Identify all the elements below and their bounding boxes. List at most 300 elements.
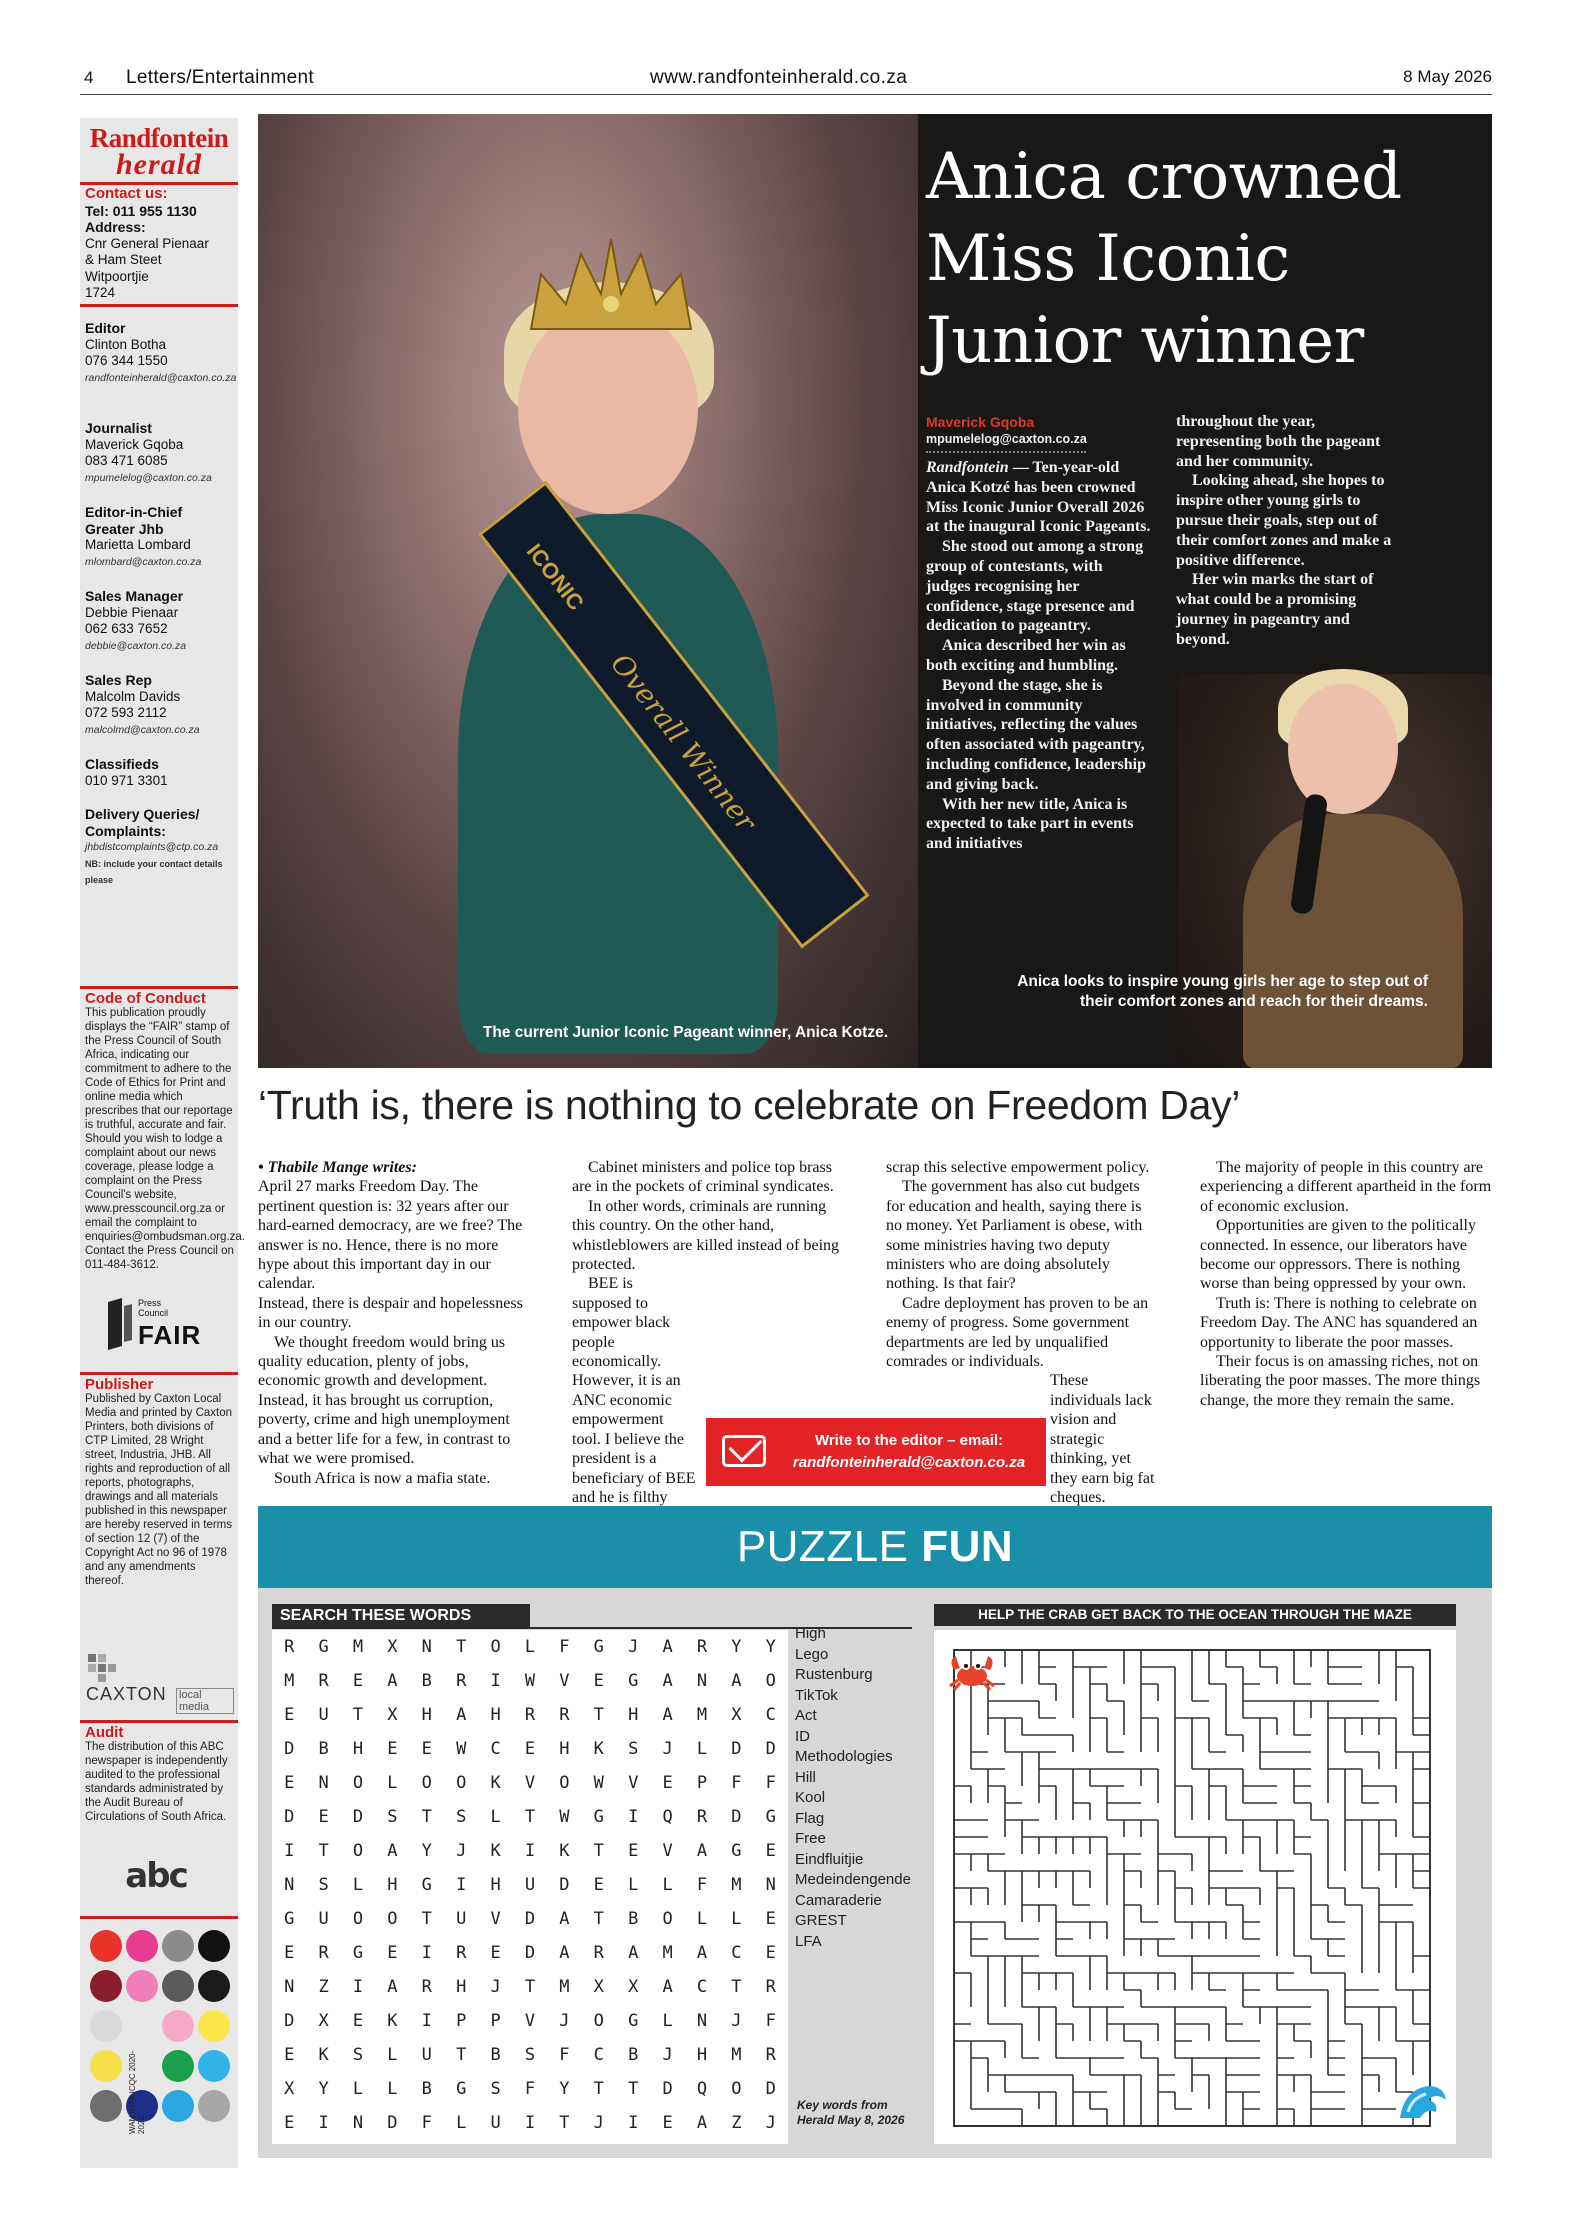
wordsearch-letter[interactable]: I <box>524 1841 536 1861</box>
wordsearch-letter[interactable]: M <box>352 1637 364 1657</box>
wordsearch-letter[interactable]: L <box>731 1909 742 1929</box>
wordsearch-letter[interactable]: H <box>559 1739 570 1759</box>
hero-paragraph: throughout the year, representing both the pageant and her community. <box>1176 413 1381 470</box>
wordsearch-letter[interactable]: U <box>421 2045 432 2065</box>
wordsearch-letter[interactable]: J <box>559 2011 570 2031</box>
wordsearch-letter[interactable]: U <box>524 1875 536 1895</box>
dateline: Randfontein <box>926 459 1009 476</box>
wordsearch-letter[interactable]: A <box>456 1705 467 1725</box>
write-to-editor-box[interactable] <box>706 1418 1046 1486</box>
hero-paragraph: She stood out among a strong group of contestants, with judges recognising her confidence, stage presence and dedication to pageantry. <box>926 538 1144 635</box>
wordsearch-letter[interactable]: A <box>731 1671 742 1691</box>
wordsearch-letter[interactable]: V <box>662 1841 673 1861</box>
wordsearch-letter[interactable]: T <box>318 1841 329 1861</box>
wordsearch-letter[interactable]: O <box>456 1773 467 1793</box>
wordsearch-letter[interactable]: E <box>421 1739 432 1759</box>
wordsearch-letter[interactable]: E <box>490 1943 501 1963</box>
wordsearch-letter[interactable]: W <box>559 1807 570 1827</box>
wordsearch-letter[interactable]: A <box>662 1671 673 1691</box>
wordsearch-letter[interactable]: W <box>524 1671 536 1691</box>
wordsearch-letter[interactable]: E <box>284 1773 295 1793</box>
wordsearch-letter[interactable]: E <box>284 2045 295 2065</box>
wordsearch-letter[interactable]: O <box>352 1773 364 1793</box>
letter-paragraph: Their focus is on amassing riches, not on liberating the poor masses. The more things change, the more they remain the same. <box>1200 1353 1481 1409</box>
wordsearch-letter[interactable]: R <box>559 1705 570 1725</box>
wordsearch-letter[interactable]: L <box>352 1875 364 1895</box>
wordsearch-letter[interactable]: E <box>284 1943 295 1963</box>
wordsearch-letter[interactable]: L <box>387 2045 398 2065</box>
wordsearch-letter[interactable]: D <box>524 1943 536 1963</box>
caxton-logo <box>84 1652 234 1713</box>
wordsearch-letter[interactable]: R <box>318 1671 329 1691</box>
wordsearch-letter[interactable]: T <box>421 1909 432 1929</box>
wordsearch-letter[interactable]: E <box>593 1875 604 1895</box>
wordsearch-letter[interactable]: A <box>662 1705 673 1725</box>
wordsearch-letter[interactable]: I <box>456 1875 467 1895</box>
colour-swatch <box>198 1930 230 1962</box>
hero-headline: Anica crowned Miss Iconic Junior winner <box>926 140 1402 378</box>
wordsearch-letter[interactable]: R <box>284 1637 295 1657</box>
wordsearch-letter[interactable]: A <box>662 1637 673 1657</box>
wordsearch-letter[interactable]: I <box>524 2113 536 2133</box>
wordsearch-letter[interactable]: H <box>628 1705 639 1725</box>
wordsearch-letter[interactable]: G <box>628 2011 639 2031</box>
wordsearch-letter[interactable]: G <box>731 1841 742 1861</box>
wordsearch-letter[interactable]: D <box>731 1739 742 1759</box>
wordsearch-letter[interactable]: G <box>765 1807 776 1827</box>
staff-journalist <box>85 420 235 486</box>
fair-label: FAIR <box>138 1320 202 1350</box>
wordsearch-letter[interactable]: T <box>421 1807 432 1827</box>
letter-paragraph: Opportunities are given to the politically connected. In essence, our liberators have become our oppressors. There is nothing worse than being oppressed by your own. <box>1200 1217 1476 1293</box>
colour-swatch <box>90 2090 122 2122</box>
write-email-link[interactable]: randfonteinherald@caxton.co.za <box>792 1454 1026 1471</box>
wordsearch-letter[interactable]: D <box>387 2113 398 2133</box>
staff-phone: 083 471 6085 <box>85 453 168 468</box>
wordsearch-letter[interactable]: Z <box>731 2113 742 2133</box>
wordsearch-letter[interactable]: F <box>559 2045 570 2065</box>
address-label: Address: <box>85 219 146 235</box>
wordsearch-letter[interactable]: D <box>765 1739 776 1759</box>
wordsearch-letter[interactable]: G <box>284 1909 295 1929</box>
wordsearch-letter[interactable]: T <box>456 2045 467 2065</box>
hero-paragraph: With her new title, Anica is expected to take part in events and initiatives <box>926 795 1134 853</box>
wordsearch-letter[interactable]: R <box>765 2045 776 2065</box>
hero-feature <box>258 114 1492 1068</box>
contact-block <box>85 186 235 302</box>
wordsearch-letter[interactable]: V <box>524 1773 536 1793</box>
wordsearch-letter[interactable]: N <box>284 1875 295 1895</box>
wordsearch-letter[interactable]: K <box>490 1773 501 1793</box>
wordsearch-letter[interactable]: H <box>352 1739 364 1759</box>
wordsearch-letter[interactable]: G <box>352 1943 364 1963</box>
wordsearch-word: LFA <box>795 1932 822 1950</box>
wave-icon <box>1398 2078 1448 2122</box>
wordsearch-letter[interactable]: T <box>593 1705 604 1725</box>
wordsearch-letter[interactable]: A <box>387 1841 398 1861</box>
wordsearch-letter[interactable]: J <box>456 1841 467 1861</box>
wordsearch-letter[interactable]: J <box>765 2113 776 2133</box>
wordsearch-letter[interactable]: R <box>593 1943 604 1963</box>
wordsearch-letter[interactable]: N <box>696 1671 708 1691</box>
wordsearch-letter[interactable]: A <box>387 1671 398 1691</box>
wordsearch-letter[interactable]: E <box>765 1943 776 1963</box>
colour-swatch <box>126 1930 158 1962</box>
wordsearch-letter[interactable]: E <box>352 2011 364 2031</box>
wordsearch-letter[interactable]: E <box>318 1807 329 1827</box>
audit-text: The distribution of this ABC newspaper is independently audited to the professional standards administrated by the Audit Bureau of Circulations of South Africa. <box>85 1741 228 1823</box>
wordsearch-letter[interactable]: S <box>318 1875 329 1895</box>
wordsearch-letter[interactable]: I <box>490 1671 501 1691</box>
wordsearch-letter[interactable]: J <box>731 2011 742 2031</box>
classifieds-label: Classifieds <box>85 756 159 772</box>
wordsearch-letter[interactable]: X <box>387 1637 398 1657</box>
wordsearch-letter[interactable]: O <box>593 2011 604 2031</box>
wordsearch-letter[interactable]: U <box>318 1909 329 1929</box>
wordsearch-letter[interactable]: T <box>524 1807 536 1827</box>
address-line: Witpoortjie <box>85 268 149 284</box>
wordsearch-letter[interactable]: S <box>352 2045 364 2065</box>
wordsearch-letter[interactable]: C <box>765 1705 776 1725</box>
wordsearch-letter[interactable]: R <box>696 1807 708 1827</box>
wordsearch-letter[interactable]: A <box>559 1909 570 1929</box>
wordsearch-letter[interactable]: I <box>421 1943 432 1963</box>
wordsearch-letter[interactable]: S <box>490 2079 501 2099</box>
hero-paragraph: Her win marks the start of what could be a promising journey in pageantry and beyond. <box>1176 571 1374 648</box>
wordsearch-letter[interactable]: I <box>421 2011 432 2031</box>
wordsearch-letter[interactable]: G <box>456 2079 467 2099</box>
site-url: www.randfonteinherald.co.za <box>650 67 908 88</box>
wordsearch-letter[interactable]: S <box>456 1807 467 1827</box>
wordsearch-word: Camaraderie <box>795 1891 882 1909</box>
wordsearch-letter[interactable]: N <box>318 1773 329 1793</box>
wordsearch-letter[interactable]: A <box>559 1943 570 1963</box>
wordsearch-letter[interactable]: C <box>696 1977 708 1997</box>
wordsearch-letter[interactable]: I <box>628 2113 639 2133</box>
wordsearch-letter[interactable]: B <box>628 2045 639 2065</box>
wordsearch-letter[interactable]: A <box>387 1977 398 1997</box>
wordsearch-letter[interactable]: A <box>628 1943 639 1963</box>
caxton-word: CAXTON <box>86 1684 167 1704</box>
wordsearch-letter[interactable]: W <box>593 1773 604 1793</box>
wordsearch-letter[interactable]: T <box>593 1841 604 1861</box>
wordsearch-letter[interactable]: T <box>731 1977 742 1997</box>
wordsearch-word-list <box>795 1624 925 1952</box>
wordsearch-letter[interactable]: L <box>696 1909 708 1929</box>
wordsearch-letter[interactable]: A <box>662 1977 673 1997</box>
wordsearch-letter[interactable]: F <box>559 1637 570 1657</box>
wordsearch-letter[interactable]: Y <box>765 1637 776 1657</box>
wordsearch-letter[interactable]: Q <box>696 2079 708 2099</box>
wordsearch-letter[interactable]: X <box>593 1977 604 1997</box>
wordsearch-letter[interactable]: L <box>387 2079 398 2099</box>
staff-role: Sales Manager <box>85 588 184 604</box>
wordsearch-letter[interactable]: F <box>524 2079 536 2099</box>
wordsearch-letter[interactable]: S <box>387 1807 398 1827</box>
staff-name: Marietta Lombard <box>85 537 191 552</box>
letter-column-1 <box>258 1158 530 1488</box>
wordsearch-letter[interactable]: B <box>628 1909 639 1929</box>
wordsearch-letter[interactable]: E <box>593 1671 604 1691</box>
wordsearch-letter[interactable]: O <box>559 1773 570 1793</box>
wordsearch-letter[interactable]: N <box>421 1637 432 1657</box>
staff-role: Editor-in-Chief Greater Jhb <box>85 504 183 537</box>
wordsearch-letter[interactable]: X <box>387 1705 398 1725</box>
wordsearch-letter[interactable]: F <box>765 1773 776 1793</box>
contact-heading: Contact us: <box>85 185 168 202</box>
staff-name: Debbie Pienaar <box>85 604 179 620</box>
wordsearch-letter[interactable]: T <box>593 1909 604 1929</box>
wordsearch-letter[interactable]: L <box>524 1637 536 1657</box>
wordsearch-letter[interactable]: G <box>628 1671 639 1691</box>
delivery-note: NB: include your contact details please <box>85 858 223 885</box>
wordsearch-word: Eindfluitjie <box>795 1850 864 1868</box>
hero-column-1 <box>926 458 1151 854</box>
wordsearch-letter[interactable]: B <box>421 2079 432 2099</box>
staff-role: Editor <box>85 320 126 336</box>
wordsearch-letter[interactable]: B <box>490 2045 501 2065</box>
wordsearch-letter[interactable]: O <box>490 1637 501 1657</box>
wordsearch-letter[interactable]: E <box>524 1739 536 1759</box>
wordsearch-letter[interactable]: M <box>559 1977 570 1997</box>
wordsearch-letter[interactable]: O <box>662 1909 673 1929</box>
wordsearch-letter[interactable]: X <box>731 1705 742 1725</box>
wordsearch-letter[interactable]: E <box>765 1841 776 1861</box>
wordsearch-letter[interactable]: B <box>318 1739 329 1759</box>
wordsearch-letter[interactable]: X <box>318 2011 329 2031</box>
publisher-block <box>85 1378 235 1588</box>
wordsearch-letter[interactable]: L <box>628 1875 639 1895</box>
letter-paragraph: Cabinet ministers and police top brass are in the pockets of criminal syndicates. <box>572 1159 834 1196</box>
wordsearch-word: Medeindengende <box>795 1871 911 1888</box>
hero-paragraph: Anica described her win as both exciting and humbling. <box>926 637 1126 674</box>
wordsearch-letter[interactable]: Y <box>731 1637 742 1657</box>
wordsearch-letter[interactable]: D <box>559 1875 570 1895</box>
wordsearch-letter[interactable]: R <box>765 1977 776 1997</box>
wordsearch-grid[interactable] <box>272 1630 788 2144</box>
wordsearch-letter[interactable]: K <box>559 1841 570 1861</box>
wordsearch-letter[interactable]: R <box>421 1977 432 1997</box>
wordsearch-letter[interactable]: M <box>284 1671 295 1691</box>
wordsearch-letter[interactable]: R <box>318 1943 329 1963</box>
wordsearch-letter[interactable]: E <box>387 1739 398 1759</box>
colour-swatch <box>126 1970 158 2002</box>
wordsearch-letter[interactable]: F <box>731 1773 742 1793</box>
publisher-text: Published by Caxton Local Media and printed by Caxton Printers, both divisions of CTP Limited, 28 Wright street, Industria, JHB. All rights and reproduction of all reports, photographs, drawings and all materials published in this newspaper are hereby reserved in terms of section 12 (7) of the Copyright Act no 96 of 1978 and any amendments thereof. <box>85 1393 233 1587</box>
wordsearch-letter[interactable]: O <box>765 1671 776 1691</box>
wordsearch-letter[interactable]: C <box>731 1943 742 1963</box>
wordsearch-letter[interactable]: K <box>387 2011 398 2031</box>
wordsearch-letter[interactable]: T <box>559 2113 570 2133</box>
page-folio <box>80 64 1492 95</box>
wordsearch-letter[interactable]: C <box>593 2045 604 2065</box>
staff-phone: 076 344 1550 <box>85 353 168 368</box>
wordsearch-letter[interactable]: E <box>628 1841 639 1861</box>
wordsearch-letter[interactable]: I <box>352 1977 364 1997</box>
wordsearch-letter[interactable]: H <box>696 2045 708 2065</box>
wordsearch-letter[interactable]: D <box>662 2079 673 2099</box>
wordsearch-letter[interactable]: A <box>696 1943 708 1963</box>
wordsearch-letter[interactable]: U <box>318 1705 329 1725</box>
letter-paragraph: scrap this selective empowerment policy. <box>886 1159 1150 1176</box>
letter-column-4 <box>1200 1158 1492 1410</box>
wordsearch-letter[interactable]: E <box>284 2113 295 2133</box>
wordsearch-letter[interactable]: L <box>490 1807 501 1827</box>
sidebar-divider <box>80 986 238 989</box>
wordsearch-letter[interactable]: F <box>765 2011 776 2031</box>
wordsearch-letter[interactable]: X <box>284 2079 295 2099</box>
wordsearch-letter[interactable]: T <box>628 2079 639 2099</box>
wordsearch-letter[interactable]: E <box>284 1705 295 1725</box>
maze-panel[interactable] <box>934 1630 1456 2144</box>
publisher-heading: Publisher <box>85 1376 154 1393</box>
hero-paragraph: Looking ahead, she hopes to inspire other young girls to pursue their goals, step out of their comfort zones and make a positive difference. <box>1176 472 1392 569</box>
wordsearch-letter[interactable]: O <box>731 2079 742 2099</box>
wordsearch-letter[interactable]: J <box>593 2113 604 2133</box>
wordsearch-letter[interactable]: V <box>628 1773 639 1793</box>
wordsearch-letter[interactable]: I <box>284 1841 295 1861</box>
wordsearch-word: Flag <box>795 1809 825 1827</box>
wordsearch-letter[interactable]: K <box>593 1739 604 1759</box>
wordsearch-letter[interactable]: H <box>421 1705 432 1725</box>
wordsearch-letter[interactable]: A <box>696 2113 708 2133</box>
wordsearch-letter[interactable]: L <box>387 1773 398 1793</box>
wordsearch-letter[interactable]: R <box>456 1943 467 1963</box>
wordsearch-letter[interactable]: M <box>731 1875 742 1895</box>
sidebar-divider <box>80 304 238 307</box>
wordsearch-letter[interactable]: O <box>387 1909 398 1929</box>
wordsearch-letter[interactable]: G <box>421 1875 432 1895</box>
wordsearch-letter[interactable]: T <box>593 2079 604 2099</box>
wordsearch-letter[interactable]: L <box>696 1739 708 1759</box>
wordsearch-letter[interactable]: G <box>593 1637 604 1657</box>
wordsearch-letter[interactable]: H <box>456 1977 467 1997</box>
wordsearch-letter[interactable]: P <box>456 2011 467 2031</box>
wordsearch-letter[interactable]: T <box>352 1705 364 1725</box>
wordsearch-letter[interactable]: D <box>765 2079 776 2099</box>
wordsearch-letter[interactable]: L <box>352 2079 364 2099</box>
colour-swatch <box>162 2010 194 2042</box>
wordsearch-letter[interactable]: I <box>318 2113 329 2133</box>
staff-phone: 072 593 2112 <box>85 705 167 720</box>
wordsearch-letter[interactable]: D <box>524 1909 536 1929</box>
wordsearch-letter[interactable]: H <box>387 1875 398 1895</box>
wordsearch-letter[interactable]: O <box>352 1909 364 1929</box>
wordsearch-letter[interactable]: X <box>628 1977 639 1997</box>
wordsearch-letter[interactable]: R <box>696 1637 708 1657</box>
wordsearch-word: Methodologies <box>795 1748 893 1765</box>
wordsearch-letter[interactable]: K <box>490 1841 501 1861</box>
address-line: Cnr General Pienaar <box>85 235 209 251</box>
wordsearch-letter[interactable]: Y <box>421 1841 432 1861</box>
wordsearch-letter[interactable]: H <box>490 1705 501 1725</box>
staff-phone: 062 633 7652 <box>85 621 168 636</box>
maze[interactable] <box>934 1630 1456 2144</box>
wordsearch-letter[interactable]: W <box>456 1739 467 1759</box>
caxton-mark-icon <box>86 1652 120 1682</box>
wordsearch-letter[interactable]: D <box>284 1807 295 1827</box>
hero-column-2 <box>1176 412 1404 650</box>
wordsearch-letter[interactable]: V <box>559 1671 570 1691</box>
wordsearch-letter[interactable]: E <box>387 1943 398 1963</box>
wordsearch-letter[interactable]: N <box>284 1977 295 1997</box>
wordsearch-letter[interactable]: S <box>524 2045 536 2065</box>
wordsearch-letter[interactable]: D <box>284 2011 295 2031</box>
wordsearch-letter[interactable]: V <box>524 2011 536 2031</box>
wordsearch-letter[interactable]: Q <box>662 1807 673 1827</box>
wordsearch-letter[interactable]: N <box>696 2011 708 2031</box>
wordsearch-letter[interactable]: H <box>490 1875 501 1895</box>
wordsearch-letter[interactable]: J <box>662 1739 673 1759</box>
sidebar-divider <box>80 1720 238 1723</box>
wordsearch-letter[interactable]: M <box>662 1943 673 1963</box>
wordsearch-letter[interactable]: G <box>318 1637 329 1657</box>
wordsearch-letter[interactable]: N <box>765 1875 776 1895</box>
wordsearch-letter[interactable]: K <box>318 2045 329 2065</box>
wordsearch-letter[interactable]: R <box>456 1671 467 1691</box>
wordsearch-letter[interactable]: T <box>524 1977 536 1997</box>
wordsearch-letter[interactable]: E <box>352 1671 364 1691</box>
wordsearch-word: TikTok <box>795 1686 838 1704</box>
wordsearch-word: Rustenburg <box>795 1666 873 1683</box>
wordsearch-letter[interactable]: P <box>696 1773 708 1793</box>
wordsearch-letter[interactable]: O <box>421 1773 432 1793</box>
wordsearch-letter[interactable]: F <box>696 1875 708 1895</box>
wordsearch-letter[interactable]: T <box>456 1637 467 1657</box>
wordsearch-letter[interactable]: U <box>456 1909 467 1929</box>
wordsearch-letter[interactable]: A <box>696 1841 708 1861</box>
wordsearch-letter[interactable]: L <box>456 2113 467 2133</box>
wordsearch-letter[interactable]: B <box>421 1671 432 1691</box>
wordsearch-letter[interactable]: J <box>490 1977 501 1997</box>
wordsearch-letter[interactable]: G <box>593 1807 604 1827</box>
wordsearch-letter[interactable]: D <box>352 1807 364 1827</box>
wordsearch-letter[interactable]: Y <box>318 2079 329 2099</box>
colour-swatch <box>90 2050 122 2082</box>
wordsearch-letter[interactable]: M <box>696 1705 708 1725</box>
wordsearch-letter[interactable]: S <box>628 1739 639 1759</box>
wordsearch-letter[interactable]: I <box>628 1807 639 1827</box>
issue-date: 8 May 2026 <box>1403 67 1492 86</box>
wordsearch-letter[interactable]: U <box>490 2113 501 2133</box>
wordsearch-letter[interactable]: Z <box>318 1977 329 1997</box>
letter-paragraph: April 27 marks Freedom Day. The pertinent question is: 32 years after our hard-earned democracy, are we free? The answer is no. Hence, there is no more hype about this important day in our calendar. <box>258 1178 523 1293</box>
wordsearch-letter[interactable]: E <box>765 1909 776 1929</box>
wordsearch-letter[interactable]: V <box>490 1909 501 1929</box>
wordsearch-letter[interactable]: D <box>731 1807 742 1827</box>
wordsearch-letter[interactable]: J <box>662 2045 673 2065</box>
wordsearch-letter[interactable]: F <box>421 2113 432 2133</box>
wordsearch-letter[interactable]: M <box>731 2045 742 2065</box>
colour-swatch <box>198 2050 230 2082</box>
wordsearch-letter[interactable]: L <box>662 2011 673 2031</box>
wordsearch-letter[interactable]: E <box>662 2113 673 2133</box>
puzzle-title <box>258 1522 1492 1572</box>
wordsearch-letter[interactable]: R <box>524 1705 536 1725</box>
wordsearch-letter[interactable]: N <box>352 2113 364 2133</box>
wordsearch-letter[interactable]: C <box>490 1739 501 1759</box>
wordsearch-letter[interactable]: O <box>352 1841 364 1861</box>
wordsearch-letter[interactable]: L <box>662 1875 673 1895</box>
wordsearch-letter[interactable]: E <box>662 1773 673 1793</box>
wordsearch-letter[interactable]: D <box>284 1739 295 1759</box>
wordsearch-letter[interactable]: P <box>490 2011 501 2031</box>
letter-paragraph: BEE is supposed to empower black people economically. However, it is an ANC economic empowerment tool. I believe the president is a beneficiary of BEE and he is filthy <box>572 1275 696 1506</box>
colour-swatch <box>162 1970 194 2002</box>
wordsearch-letter[interactable]: J <box>628 1637 639 1657</box>
colour-swatch <box>198 2090 230 2122</box>
wordsearch-letter[interactable]: Y <box>559 2079 570 2099</box>
